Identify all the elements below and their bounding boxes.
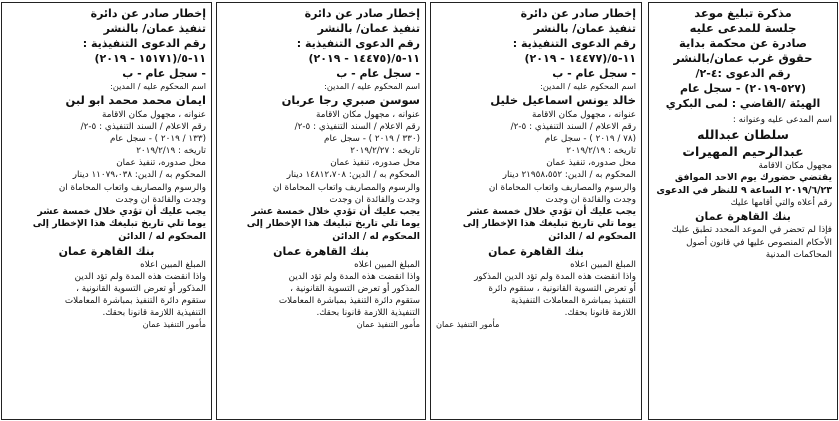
notice-header-2: تنفيذ عمان/ بالنشر bbox=[533, 22, 636, 35]
warning-line3: المحكوم له / الدائن bbox=[118, 230, 206, 242]
debtor-label: اسم المحكوم عليه / المدين: bbox=[540, 81, 636, 91]
plaintiff-bank: بنك القاهرة عمان bbox=[695, 210, 791, 224]
ruling-reference-year: (١٣٣ / ٢٠١٩ ) - سجل عام bbox=[110, 134, 206, 145]
closing-line4: التنفيذية اللازمة قانونا بحقك. bbox=[316, 307, 420, 318]
warning-line2: يوما تلي تاريخ تبليغك هذا الإخطار إلى bbox=[246, 218, 420, 230]
notice-header-2: تنفيذ عمان/ بالنشر bbox=[103, 22, 206, 35]
judge-panel: الهيئة /القاضي : لمى البكري bbox=[665, 97, 821, 110]
fees-line2: وجدت والفائدة ان وجدت bbox=[545, 194, 636, 205]
court-summons-notice bbox=[648, 2, 838, 420]
issue-place: محل صدوره، تنفيذ عمان bbox=[116, 158, 206, 169]
enforcement-case-number: ١١-٥/(١٥١٧١ - ٢٠١٩) bbox=[94, 52, 206, 65]
debtor-address: عنوانه ، مجهول مكان الاقامة bbox=[532, 110, 636, 120]
fees-line1: والرسوم والمصاريف واتعاب المحاماة ان bbox=[58, 182, 206, 193]
summons-text-line2: ٢٠١٩/٦/٢٣ الساعة ٩ للنظر في الدعوى bbox=[656, 184, 832, 196]
case-year: (٥٢٧-٢٠١٩) - سجل عام bbox=[680, 82, 806, 95]
officer-signature: مأمور التنفيذ عمان bbox=[356, 319, 420, 329]
warning-line1: يجب عليك أن تؤدي خلال خمسة عشر bbox=[37, 205, 206, 217]
notice-header-3: رقم الدعوى التنفيذية : bbox=[512, 37, 636, 50]
amount-label: المبلغ المبين اعلاه bbox=[140, 259, 206, 270]
issue-place: محل صدوره، تنفيذ عمان bbox=[546, 158, 636, 169]
notice-title: مذكرة تبليغ موعد bbox=[694, 6, 792, 20]
closing-line1: واذا انقضت هذه المدة ولم تؤد الدين bbox=[74, 271, 206, 282]
case-number: رقم الدعوى :٤-٢/ bbox=[695, 67, 791, 80]
court-name: صادرة عن محكمة بداية bbox=[679, 36, 807, 50]
notice-header-3: رقم الدعوى التنفيذية : bbox=[82, 37, 206, 50]
debtor-name: خالد يونس اسماعيل خليل bbox=[490, 93, 636, 107]
creditor-bank: بنك القاهرة عمان bbox=[273, 244, 369, 258]
enforcement-case-number: ١١-٥/(١٤٤٧٧ - ٢٠١٩) bbox=[524, 52, 636, 65]
creditor-bank: بنك القاهرة عمان bbox=[58, 244, 155, 258]
notice-header-1: إخطار صادر عن دائرة bbox=[520, 7, 636, 20]
defendant-name-line1: سلطان عبدالله bbox=[697, 127, 789, 143]
debtor-name: سوسن صبري رجا عربان bbox=[281, 93, 420, 107]
register-type: - سجل عام - ب bbox=[336, 67, 420, 80]
warning-line1: يجب عليك أن تؤدي خلال خمسة عشر bbox=[467, 205, 636, 217]
closing-line3: التنفيذ بمباشرة المعاملات التنفيذية bbox=[511, 295, 636, 306]
fees-line2: وجدت والفائدة ان وجدت bbox=[329, 194, 420, 205]
court-branch: حقوق غرب عمان/بالنشر bbox=[673, 51, 813, 65]
warning-line2: يوما تلي تاريخ تبليغك هذا الإخطار إلى bbox=[462, 218, 636, 230]
debtor-label: اسم المحكوم عليه / المدين: bbox=[110, 81, 206, 91]
ruling-date: تاريخه : ٢٠١٩/٢/٢٧ bbox=[350, 146, 420, 157]
ruling-date: تاريخه : ٢٠١٩/٢/١٩ bbox=[566, 146, 636, 157]
ruling-reference-year: (٧٨ / ٢٠١٩ ) - سجل عام bbox=[544, 134, 636, 145]
amount-label: المبلغ المبين اعلاه bbox=[570, 259, 636, 270]
ruling-reference: رقم الاعلام / السند التنفيذي : ٥-٢/ bbox=[294, 122, 420, 133]
fees-line1: والرسوم والمصاريف واتعاب المحاماة ان bbox=[488, 182, 636, 193]
summons-footer-line1: فإذا لم تحضر في الموعد المحدد تطبق عليك bbox=[671, 225, 832, 236]
closing-line2: أو تعرض التسوية القانونية ، ستقوم دائرة bbox=[488, 283, 636, 294]
warning-line1: يجب عليك أن تؤدي خلال خمسة عشر bbox=[251, 205, 420, 217]
notice-header-2: تنفيذ عمان/ بالنشر bbox=[317, 22, 420, 35]
defendant-label: اسم المدعى عليه وعنوانه : bbox=[732, 115, 832, 125]
debt-amount: المحكوم به / الدين: ١٤٨١٢،٧٠٨ دينار bbox=[286, 170, 420, 181]
creditor-bank: بنك القاهرة عمان bbox=[488, 244, 584, 258]
ruling-reference: رقم الاعلام / السند التنفيذي : ٥-٢/ bbox=[510, 122, 636, 133]
officer-signature: مأمور التنفيذ عمان bbox=[436, 319, 500, 329]
debt-amount: المحكوم به / الدين: ٢١٩٥٨،٥٥٢ دينار bbox=[502, 170, 636, 181]
defendant-name-line2: عبدالرحيم المهيرات bbox=[682, 144, 804, 160]
closing-line2: المذكور أو تعرض التسوية القانونية ، bbox=[290, 283, 420, 294]
debtor-address: عنوانه ، مجهول مكان الاقامة bbox=[102, 110, 206, 120]
enforcement-notice-1 bbox=[430, 2, 642, 420]
fees-line2: وجدت والفائدة ان وجدت bbox=[115, 194, 206, 205]
ruling-reference-year: (٣٣٠ / ٢٠١٩ ) - سجل عام bbox=[324, 134, 420, 145]
fees-line1: والرسوم والمصاريف واتعاب المحاماة ان bbox=[272, 182, 420, 193]
ruling-date: تاريخه : ٢٠١٩/٢/١٩ bbox=[136, 146, 206, 157]
summons-text-line1: يقتضي حضورك يوم الاحد الموافق bbox=[674, 172, 832, 184]
summons-footer-line2: الأحكام المنصوص عليها في قانون أصول bbox=[686, 237, 832, 248]
closing-line2: المذكور أو تعرض التسوية القانونية ، bbox=[76, 283, 206, 294]
amount-label: المبلغ المبين اعلاه bbox=[354, 259, 420, 270]
enforcement-case-number: ١١-٥/(١٤٤٧٥ - ٢٠١٩) bbox=[308, 52, 420, 65]
enforcement-notice-2 bbox=[216, 2, 426, 420]
notice-subtitle: جلسة للمدعى عليه bbox=[689, 21, 797, 35]
register-type: - سجل عام - ب bbox=[122, 67, 206, 80]
closing-line4: التنفيذية اللازمة قانونا بحقك. bbox=[102, 307, 206, 318]
debtor-address: عنوانه ، مجهول مكان الاقامة bbox=[316, 110, 420, 120]
register-type: - سجل عام - ب bbox=[552, 67, 636, 80]
ruling-reference: رقم الاعلام / السند التنفيذي : ٥-٢/ bbox=[80, 122, 206, 133]
officer-signature: مأمور التنفيذ عمان bbox=[142, 319, 206, 329]
enforcement-notice-3 bbox=[1, 2, 212, 420]
defendant-address: مجهول مكان الاقامة bbox=[758, 161, 832, 172]
warning-line3: المحكوم له / الدائن bbox=[548, 230, 636, 242]
notice-header-3: رقم الدعوى التنفيذية : bbox=[296, 37, 420, 50]
closing-line3: ستقوم دائرة التنفيذ بمباشرة المعاملات bbox=[278, 295, 420, 306]
warning-line3: المحكوم له / الدائن bbox=[332, 230, 420, 242]
closing-line1: واذا انقضت هذه المدة ولم تؤد الدين المذكور bbox=[474, 271, 636, 282]
notice-header-1: إخطار صادر عن دائرة bbox=[304, 7, 420, 20]
closing-line4: اللازمة قانونا بحقك. bbox=[564, 307, 636, 318]
debtor-name: ايمان محمد محمد ابو لبن bbox=[65, 93, 206, 107]
closing-line3: ستقوم دائرة التنفيذ بمباشرة المعاملات bbox=[64, 295, 206, 306]
closing-line1: واذا انقضت هذه المدة ولم تؤد الدين bbox=[288, 271, 420, 282]
summons-text-line3: رقم أعلاه والتي أقامها عليك bbox=[730, 198, 832, 209]
summons-footer-line3: المحاكمات المدنية bbox=[765, 249, 832, 260]
issue-place: محل صدوره، تنفيذ عمان bbox=[330, 158, 420, 169]
debt-amount: المحكوم به / الدين: ١١٠٧٩،٠٣٨ دينار bbox=[72, 170, 206, 181]
notice-header-1: إخطار صادر عن دائرة bbox=[90, 7, 206, 20]
debtor-label: اسم المحكوم عليه / المدين: bbox=[324, 81, 420, 91]
warning-line2: يوما تلي تاريخ تبليغك هذا الإخطار إلى bbox=[32, 218, 206, 230]
